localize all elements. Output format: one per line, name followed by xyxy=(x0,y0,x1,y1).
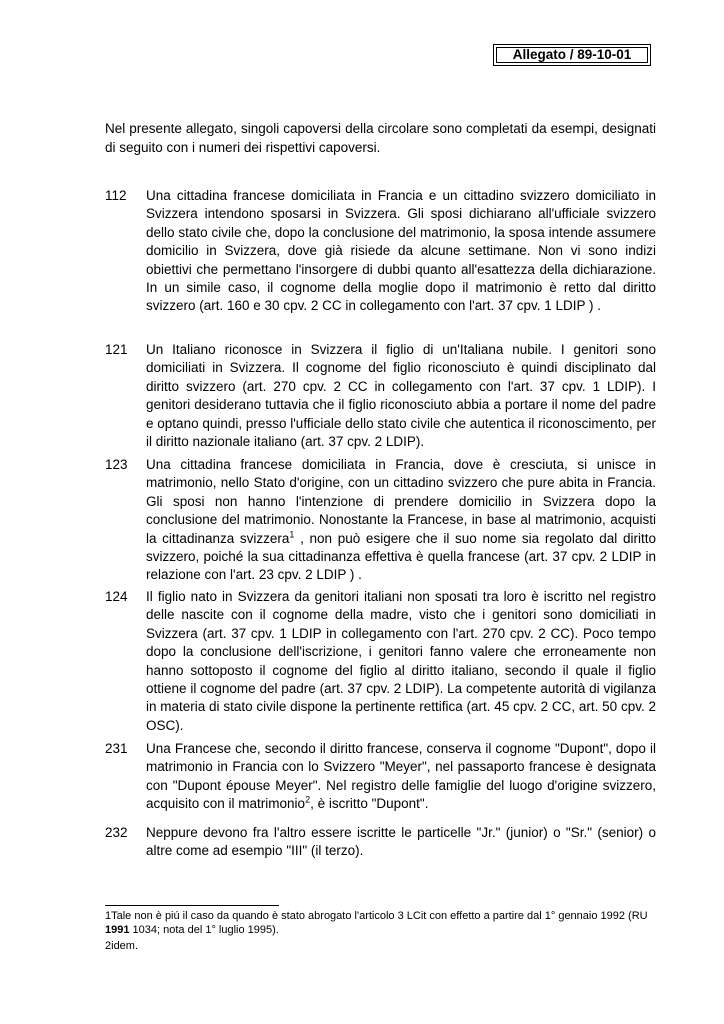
paragraph-text: Un Italiano riconosce in Svizzera il figlio di un'Italiana nubile. I genitori sono domiciliati in Svizzera. Il cognome del figlio riconosciuto è quindi disciplinato dal diritto svizzero (art. 270 cpv. 2 CC in collegamento con l'art. 37 cpv. 1 LDIP). I genitori desiderano tuttavia che il figlio riconosciuto abbia a portare il nome del padre e optano quindi, presso l'ufficiale dello stato civile che autentica il riconoscimento, per il diritto nazionale italiano (art. 37 cpv. 2 LDIP). xyxy=(146,342,656,450)
footnote-2 xyxy=(105,940,656,954)
paragraph-text xyxy=(146,740,656,814)
paragraph-232 xyxy=(105,824,656,861)
footnote-divider xyxy=(105,905,279,906)
attachment-tag-label: Allegato / 89-10-01 xyxy=(496,47,648,63)
paragraph-123 xyxy=(105,456,656,585)
paragraph-121 xyxy=(105,341,656,451)
paragraph-text-part: , non può esigere che il suo nome sia regolato dal diritto svizzero, poiché la sua cittadinanza effettiva è quella francese (art. 37 cpv. 2 LDIP in relazione con l'art. 23 cpv. 2 LDIP ) . xyxy=(146,530,656,583)
paragraph-text-part: Una cittadina francese domiciliata in Francia, dove è cresciuta, si unisce in matrimonio, nello Stato d'origine, con un cittadino svizzero che pure abita in Francia. Gli sposi non hanno l'intenzione di prendere domicilio in Svizzera dopo la conclusione del matrimonio. Nonostante la Francese, in base al matrimonio, acquisti la cittadinanza svizzera xyxy=(146,457,656,546)
paragraph-112 xyxy=(105,187,656,316)
paragraph-number: 112 xyxy=(105,188,127,203)
footnote-text: 1034; nota del 1° luglio 1995). xyxy=(129,923,279,936)
footnote-text: Tale non è piú il caso da quando è stato abrogato l'articolo 3 LCit con effetto a partire dal 1° gennaio 1992 (RU xyxy=(111,910,648,922)
paragraph-number: 232 xyxy=(105,825,128,840)
paragraph-number: 124 xyxy=(105,589,128,604)
intro-text: Nel presente allegato, singoli capoversi della circolare sono completati da esempi, designati di seguito con i numeri dei rispettivi capoversi. xyxy=(105,121,656,155)
paragraph-text: Il figlio nato in Svizzera da genitori italiani non sposati tra loro è iscritto nel registro delle nascite con il cognome della madre, visto che i genitori sono domiciliati in Svizzera (art. 37 cpv. 1 LDIP in collegamento con l'art. 270 cpv. 2 CC). Poco tempo dopo la conclusione dell'iscrizione, i genitori fanno valere che erroneamente non hanno sottoposto il cognome del figlio al diritto italiano, secondo il quale il figlio ottiene il cognome del padre (art. 37 cpv. 2 LDIP). La competente autorità di vigilanza in materia di stato civile dispone la pertinente rettifica (art. 45 cpv. 2 CC, art. 50 cpv. 2 OSC). xyxy=(146,589,656,733)
footnote-mark: 1 xyxy=(105,910,112,922)
paragraph-number: 121 xyxy=(105,342,128,357)
footnote-text: idem. xyxy=(111,940,139,952)
paragraph-text: Una cittadina francese domiciliata in Francia e un cittadino svizzero domiciliato in Svizzera intendono sposarsi in Svizzera. Gli sposi dichiarano all'ufficiale svizzero dello stato civile che, dopo la conclusione del matrimonio, la sposa intende assumere domicilio in Svizzera, dove già risiede da alcune settimane. Non vi sono indizi obiettivi che permettano l'insorgere di dubbi quanto all'esattezza della dichiarazione. In un simile caso, il cognome della moglie dopo il matrimonio è retto dal diritto svizzero (art. 160 e 30 cpv. 2 CC in collegamento con l'art. 37 cpv. 1 LDIP ) . xyxy=(146,188,656,314)
footnote-ref: 2 xyxy=(305,794,311,805)
footnote-mark: 2 xyxy=(105,940,112,952)
paragraph-text: Neppure devono fra l'altro essere iscritte le particelle "Jr." (junior) o "Sr." (senior) o altre come ad esempio "III" (il terzo). xyxy=(146,825,656,859)
footnote-bold-text: 1991 xyxy=(105,923,130,936)
paragraph-number: 231 xyxy=(105,741,128,756)
paragraph-text-part: Una Francese che, secondo il diritto francese, conserva il cognome "Dupont", dopo il matrimonio in Francia con lo Svizzero "Meyer", nel passaporto francese è designata con "Dupont épouse Meyer". Nel registro delle famiglie del luogo d'origine svizzero, acquisito con il matrimonio xyxy=(146,741,656,812)
paragraph-124 xyxy=(105,588,656,735)
paragraph-text xyxy=(146,456,656,585)
paragraph-number: 123 xyxy=(105,457,128,472)
paragraph-text-part: , è iscritto "Dupont". xyxy=(310,796,429,812)
attachment-tag xyxy=(493,44,651,66)
footnote-1 xyxy=(105,910,656,937)
footnote-ref: 1 xyxy=(289,529,295,540)
paragraph-231 xyxy=(105,740,656,814)
